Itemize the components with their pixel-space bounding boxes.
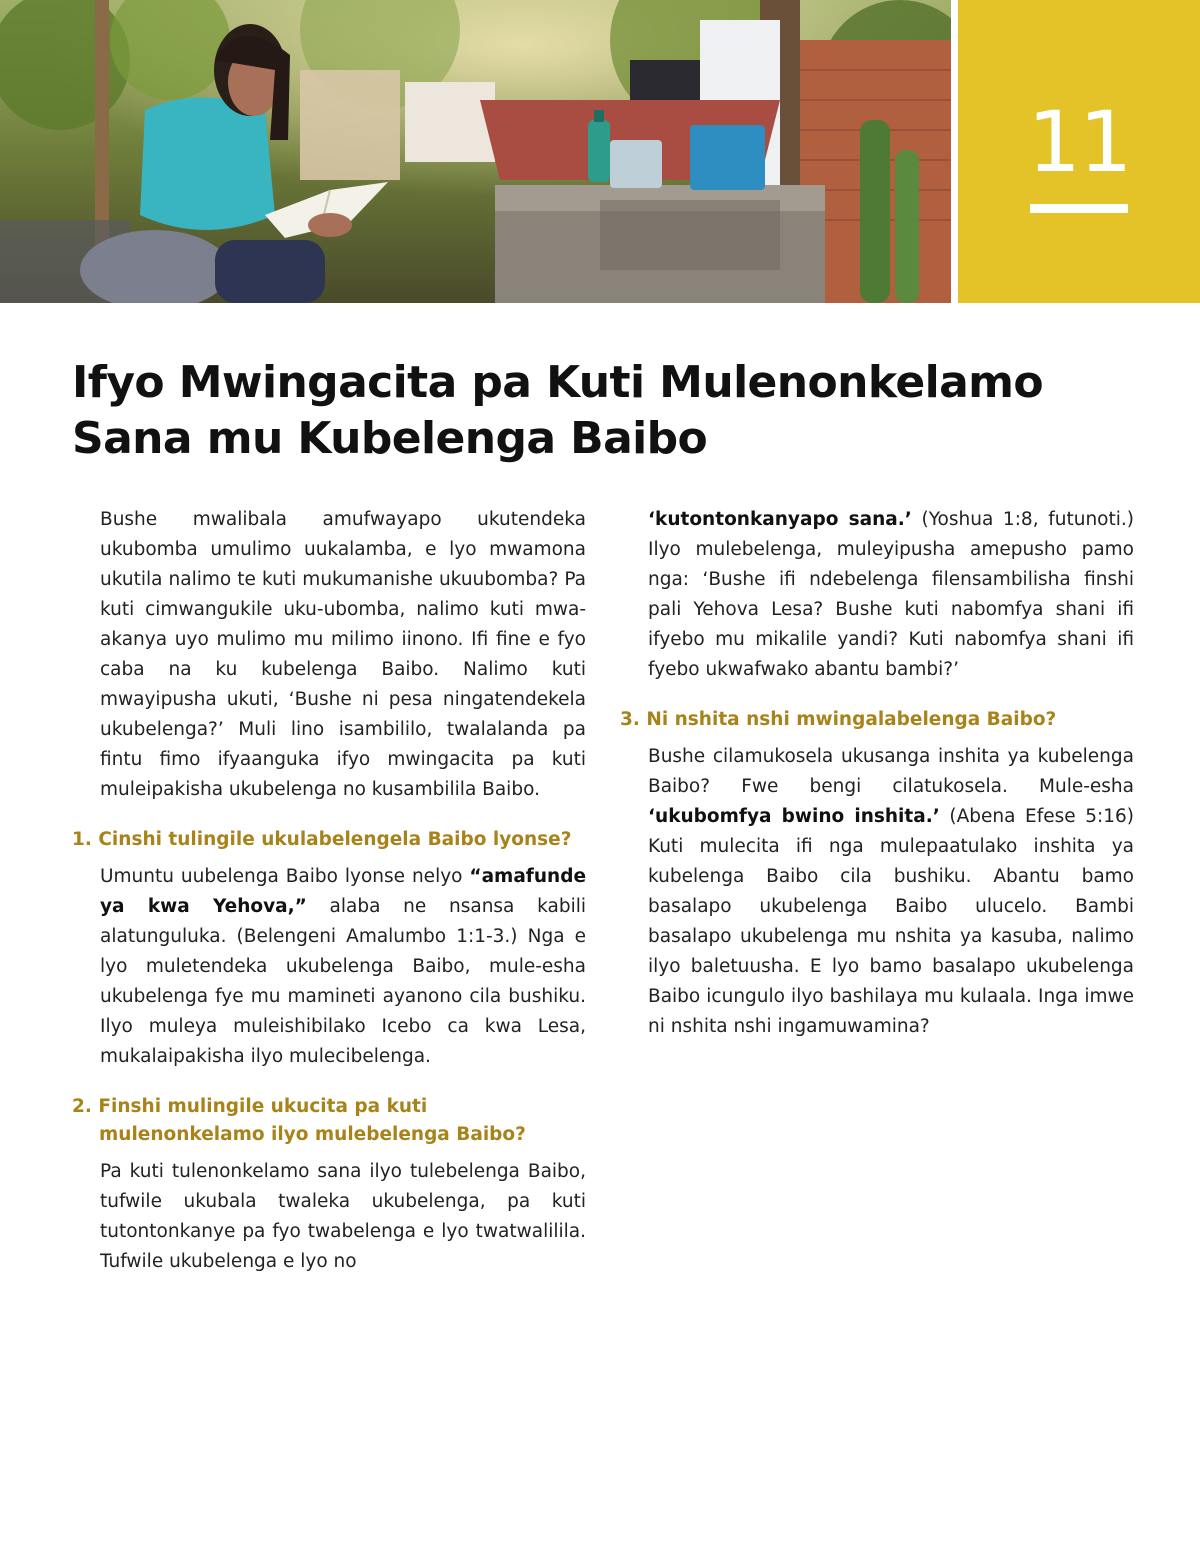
answer-2-text-b: (Yoshua 1:8, futunoti.) Ilyo mulebelenga, muleyipusha amepusho pamo nga: ‘Bushe ifi ndebelenga filensambilisha finshi pali Yehova Lesa? Bushe kuti nabomfya shani ifi ifyebo mu mikalile yandi? Kuti nabomfya shani ifi fyebo ukwafwako abantu bambi?’ [648,509,1134,680]
lesson-number-underline [1030,204,1128,213]
answer-2-text-a: Pa kuti tulenonkelamo sana ilyo tulebelenga Baibo, tufwile ukubala twaleka ukubelenga, pa kuti tutontonkanye pa fyo twabelenga e lyo twatwalilila. Tufwile ukubelenga e lyo no [100,1161,586,1272]
answer-2-emphasis: ‘kutontonkanyapo sana.’ [648,509,912,530]
question-3-text: Ni nshita nshi mwingalabelenga Baibo? [646,709,1057,730]
question-2-number: 2. [72,1096,92,1117]
answer-1-emphasis: “amafunde ya kwa Yehova,” [100,866,586,917]
answer-3 [620,742,1134,1042]
title-line-2: Sana mu Kubelenga Baibo [72,413,708,464]
answer-2-part-2 [620,505,1134,685]
right-column [620,505,1134,1042]
answer-3-emphasis: ‘ukubomfya bwino inshita.’ [648,806,940,827]
question-1-text: Cinshi tulingile ukulabelengela Baibo lyonse? [98,829,572,850]
answer-1-text-a: Umuntu uubelenga Baibo lyonse nelyo [100,866,470,887]
answer-2-part-1 [72,1157,586,1277]
intro-paragraph: Bushe mwalibala amufwayapo ukutendeka ukubomba umulimo uukalamba, e lyo mwamona ukutila nalimo te kuti mukumanishe ukuubomba? Pa kuti cimwangukile uku-ubomba, nalimo kuti mwa-akanya uyo mulimo mu milimo iinono. Ifi fine e fyo caba na ku kubelenga Baibo. Nalimo kuti mwayipusha ukuti, ‘Bushe ni pesa ningatendekela ukubelenga?’ Muli lino isambililo, twalalanda pa fintu fimo ifyaanguka ifyo mwingacita pa kuti muleipakisha ukubelenga no kusambilila Baibo. [100,509,586,800]
page-title [72,355,1132,467]
left-column [72,505,586,1277]
question-1 [72,826,586,854]
lesson-number: 11 [1027,93,1131,191]
title-line-1: Ifyo Mwingacita pa Kuti Mulenonkelamo [72,357,1044,408]
lesson-number-box [958,0,1200,303]
question-2-text: Finshi mulingile ukucita pa kuti mulenonkelamo ilyo mulebelenga Baibo? [98,1096,526,1145]
answer-3-text-a: Bushe cilamukosela ukusanga inshita ya kubelenga Baibo? Fwe bengi cilatukosela. Mule-esha [648,746,1134,797]
answer-3-text-b: (Abena Efese 5:16) Kuti mulecita ifi nga mulepaatulako inshita ya kubelenga Baibo cila bushiku. Abantu bamo basalapo ukubelenga Baibo ulucelo. Bambi basalapo ukubelenga mu nshita ya kasuba, nalimo ilyo baletuusha. E lyo bamo basalapo ukubelenga Baibo icungulo ilyo bashilaya mu kulaala. Inga imwe ni nshita nshi ingamuwamina? [648,806,1134,1037]
answer-1-text-b: alaba ne nsansa kabili alatunguluka. (Belengeni Amalumbo 1:1-3.) Nga e lyo muletendeka ukubelenga Baibo, mule-esha ukubelenga fye mu mamineti ayanono cila bushiku. Ilyo muleya muleishibilako Icebo ca kwa Lesa, mukalaipakisha ilyo mulecibelenga. [100,896,586,1067]
question-3 [620,706,1134,734]
question-1-number: 1. [72,829,92,850]
question-2 [72,1093,586,1149]
question-3-number: 3. [620,709,640,730]
answer-1 [72,862,586,1072]
header-photo [0,0,951,303]
